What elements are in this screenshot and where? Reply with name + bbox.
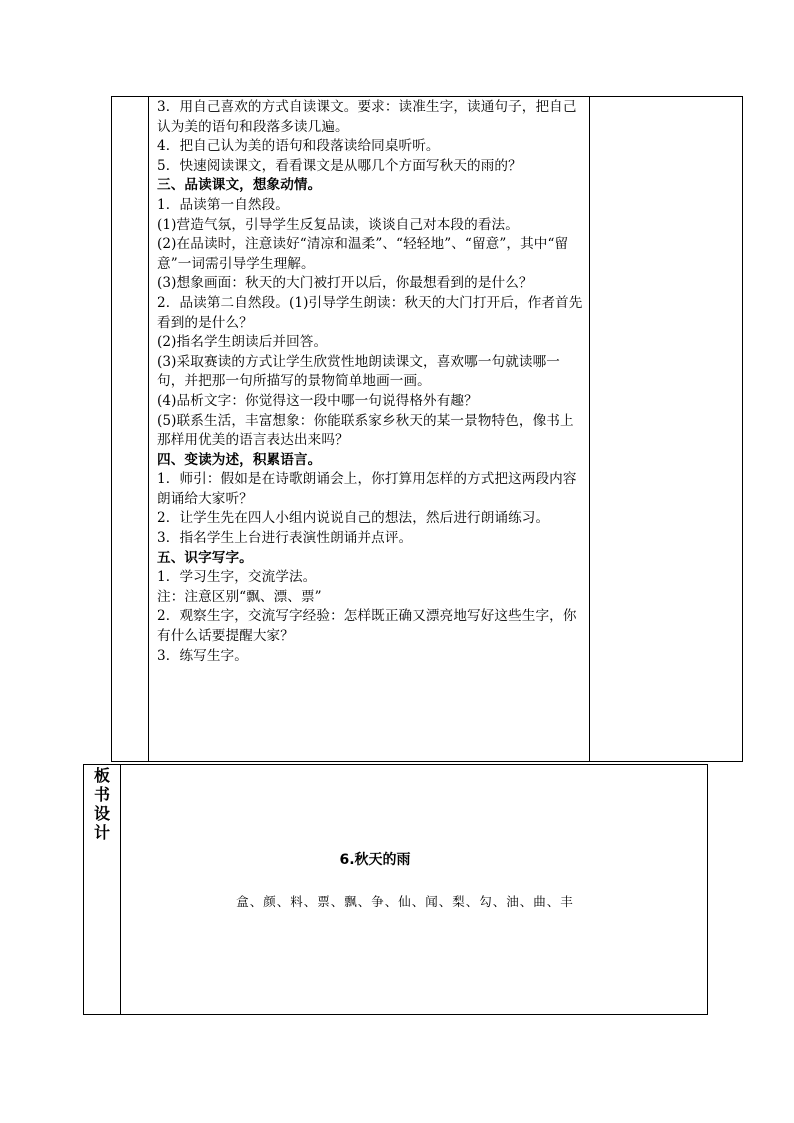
board-title: 6.秋天的雨 xyxy=(339,852,411,868)
lesson-steps xyxy=(157,98,585,666)
board-label-char: 设 xyxy=(93,804,110,823)
lesson-step: (2)指名学生朗读后并回答。 xyxy=(157,334,328,351)
board-table-top-border xyxy=(83,764,708,765)
lesson-step: (2)在品读时，注意读好“清凉和温柔”、“轻轻地”、“留意”，其中“留意”一词需引导学生理解。 xyxy=(157,236,569,272)
board-label-char: 书 xyxy=(93,785,110,804)
upper-table-divider-left xyxy=(148,96,149,762)
section-heading: 四、变读为述，积累语言。 xyxy=(157,451,322,468)
upper-table-bottom-border xyxy=(111,761,742,762)
upper-table-left-border xyxy=(111,96,112,762)
board-table-right-border xyxy=(707,764,708,1015)
board-table-left-border xyxy=(83,764,84,1015)
lesson-step: 1．品读第一自然段。 xyxy=(157,196,289,213)
board-table-bottom-border xyxy=(83,1014,708,1015)
board-table-divider xyxy=(120,764,121,1015)
upper-table-right-border xyxy=(742,96,743,762)
board-label-char: 计 xyxy=(93,823,110,842)
upper-table-divider-right xyxy=(589,96,590,762)
lesson-step: 3．指名学生上台进行表演性朗诵并点评。 xyxy=(157,530,413,547)
lesson-step: (3)采取赛读的方式让学生欣赏性地朗读课文，喜欢哪一句就读哪一句，并把那一句所描写的景物简单地画一画。 xyxy=(157,353,560,390)
board-label-char: 板 xyxy=(93,766,110,785)
lesson-step: 2．让学生先在四人小组内说说自己的想法，然后进行朗诵练习。 xyxy=(157,510,550,527)
lesson-step: 3．用自己喜欢的方式自读课文。要求：读准生字，读通句子，把自己认为美的语句和段落多读几遍。 xyxy=(157,99,577,135)
section-heading: 五、识字写字。 xyxy=(157,549,253,566)
lesson-step: (1)营造气氛，引导学生反复品读，谈谈自己对本段的看法。 xyxy=(157,216,519,233)
lesson-step: 1．师引：假如是在诗歌朗诵会上，你打算用怎样的方式把这两段内容朗诵给大家听？ xyxy=(157,471,577,507)
section-heading: 三、品读课文，想象动情。 xyxy=(157,177,322,194)
lesson-step: 3．练写生字。 xyxy=(157,647,248,664)
lesson-step: 注：注意区别“飘、漂、票” xyxy=(157,588,322,605)
lesson-step: 5．快速阅读课文，看看课文是从哪几个方面写秋天的雨的？ xyxy=(157,157,522,174)
board-design-label xyxy=(88,766,116,842)
lesson-step: 4．把自己认为美的语句和段落读给同桌听听。 xyxy=(157,138,440,155)
lesson-step: 2．品读第二自然段。(1)引导学生朗读：秋天的大门打开后，作者首先看到的是什么？ xyxy=(157,294,583,331)
lesson-step: 1．学习生字，交流学法。 xyxy=(157,569,317,586)
lesson-step: (3)想象画面：秋天的大门被打开以后，你最想看到的是什么？ xyxy=(157,275,533,292)
lesson-step: 2．观察生字，交流写字经验：怎样既正确又漂亮地写好这些生字，你有什么话要提醒大家？ xyxy=(157,608,577,645)
board-characters: 盒、颜、料、票、飘、争、仙、闻、梨、勾、油、曲、丰 xyxy=(236,894,574,909)
lesson-step: (4)品析文字：你觉得这一段中哪一句说得格外有趣？ xyxy=(157,392,478,409)
lesson-step: (5)联系生活，丰富想象：你能联系家乡秋天的某一景物特色，像书上那样用优美的语言表达出来吗？ xyxy=(157,412,574,449)
upper-table-top-border xyxy=(111,96,742,97)
